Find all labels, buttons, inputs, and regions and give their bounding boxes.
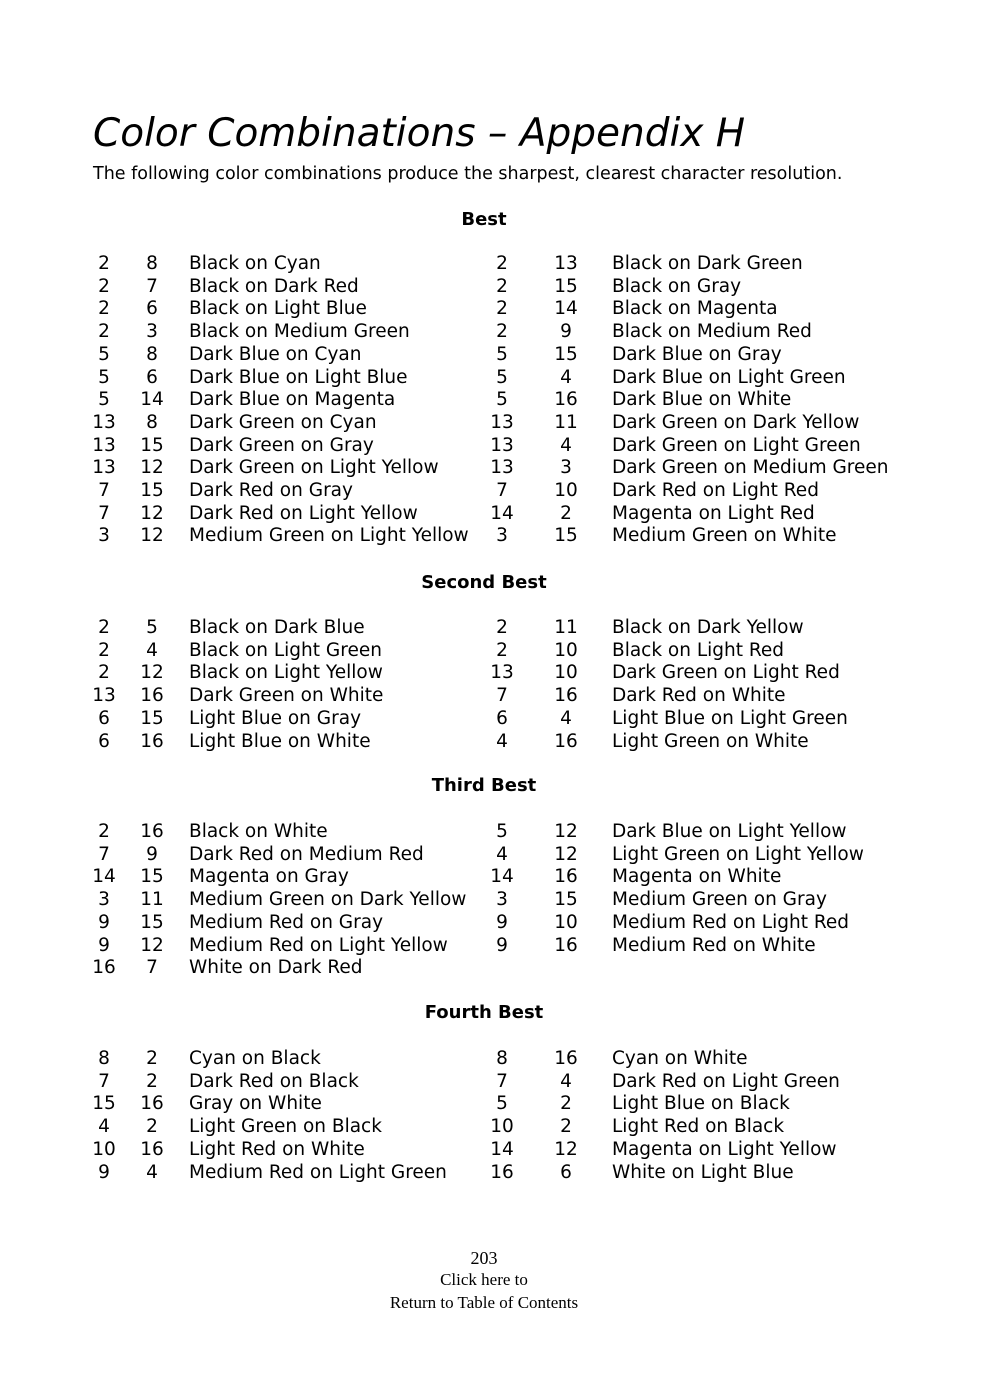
combination-name: Magenta on Gray: [189, 866, 349, 888]
foreground-code: 7: [496, 685, 508, 707]
foreground-code: 2: [496, 253, 508, 274]
combination-name: Light Blue on Gray: [189, 707, 362, 729]
table-row: [0, 956, 984, 979]
background-code: 12: [140, 525, 164, 547]
foreground-code: 16: [92, 957, 116, 979]
foreground-code: 5: [98, 343, 110, 365]
table-row: [0, 911, 984, 934]
foreground-code: 14: [92, 866, 116, 888]
section-heading: Second Best: [421, 572, 547, 593]
foreground-code: 13: [490, 662, 514, 684]
table-row: [0, 616, 984, 639]
combination-name: White on Dark Red: [189, 957, 363, 979]
background-code: 8: [146, 343, 158, 365]
combination-name: Black on Light Yellow: [189, 662, 383, 684]
background-code: 12: [140, 502, 164, 524]
background-code: 16: [140, 685, 164, 707]
background-code: 11: [140, 889, 164, 911]
background-code: 6: [146, 298, 158, 320]
background-code: 3: [146, 321, 158, 343]
foreground-code: 8: [496, 1048, 508, 1069]
combination-name: Black on Light Blue: [189, 298, 367, 320]
combination-name: Dark Red on Light Yellow: [189, 502, 418, 524]
combination-name: Dark Green on Medium Green: [612, 457, 889, 479]
table-row: [0, 343, 984, 366]
background-code: 2: [146, 1048, 158, 1069]
background-code: 6: [146, 366, 158, 388]
foreground-code: 10: [92, 1138, 116, 1160]
foreground-code: 2: [496, 639, 508, 661]
table-row: [0, 684, 984, 707]
combination-name: Dark Blue on Gray: [612, 343, 782, 365]
background-code: 3: [560, 457, 572, 479]
background-code: 15: [140, 911, 164, 933]
page-number: 203: [470, 1248, 498, 1268]
background-code: 7: [146, 957, 158, 979]
background-code: 4: [560, 434, 572, 456]
foreground-code: 6: [98, 707, 110, 729]
foreground-code: 13: [490, 411, 514, 433]
section-heading: Third Best: [431, 775, 537, 796]
foreground-code: 2: [98, 275, 110, 297]
combination-name: Medium Green on Gray: [612, 889, 827, 911]
combination-name: Dark Green on Light Green: [612, 434, 861, 456]
combination-name: Medium Green on Dark Yellow: [189, 889, 467, 911]
foreground-code: 6: [496, 707, 508, 729]
combination-name: Light Green on Light Yellow: [612, 843, 864, 865]
table-row: [0, 820, 984, 843]
foreground-code: 9: [98, 934, 110, 956]
table-row: [0, 456, 984, 479]
foreground-code: 2: [98, 821, 110, 842]
background-code: 16: [554, 934, 578, 956]
foreground-code: 7: [98, 502, 110, 524]
combination-name: Dark Red on White: [612, 685, 786, 707]
foreground-code: 3: [496, 525, 508, 547]
foreground-code: 5: [496, 343, 508, 365]
foreground-code: 5: [496, 389, 508, 411]
table-row: [0, 1092, 984, 1115]
foreground-code: 2: [496, 321, 508, 343]
foreground-code: 9: [496, 911, 508, 933]
foreground-code: 2: [496, 617, 508, 638]
foreground-code: 2: [496, 275, 508, 297]
table-row: [0, 297, 984, 320]
combination-name: Dark Green on White: [189, 685, 384, 707]
foreground-code: 2: [496, 298, 508, 320]
table-row: [0, 934, 984, 957]
background-code: 4: [560, 707, 572, 729]
foreground-code: 9: [496, 934, 508, 956]
combination-name: Black on Dark Green: [612, 253, 803, 274]
foreground-code: 5: [496, 1093, 508, 1115]
foreground-code: 7: [496, 1070, 508, 1092]
background-code: 15: [554, 275, 578, 297]
background-code: 12: [140, 934, 164, 956]
foreground-code: 13: [92, 685, 116, 707]
background-code: 2: [560, 1093, 572, 1115]
background-code: 16: [140, 1138, 164, 1160]
table-row: [0, 320, 984, 343]
foreground-code: 14: [490, 1138, 514, 1160]
foreground-code: 3: [496, 889, 508, 911]
combination-name: Dark Green on Light Yellow: [189, 457, 439, 479]
combination-name: Dark Blue on Light Blue: [189, 366, 408, 388]
combination-name: Dark Red on Gray: [189, 480, 353, 501]
background-code: 4: [146, 1161, 158, 1183]
foreground-code: 7: [98, 1070, 110, 1092]
combination-name: Medium Red on Light Yellow: [189, 934, 448, 956]
combination-name: Dark Red on Medium Red: [189, 843, 424, 865]
table-row: [0, 843, 984, 866]
combination-name: Gray on White: [189, 1093, 322, 1115]
background-code: 13: [554, 253, 578, 274]
foreground-code: 13: [92, 457, 116, 479]
foreground-code: 14: [490, 866, 514, 888]
combination-name: Light Blue on Light Green: [612, 707, 848, 729]
table-row: [0, 1070, 984, 1093]
section-heading: Fourth Best: [424, 1002, 544, 1023]
table-row: [0, 479, 984, 502]
table-row: [0, 1047, 984, 1070]
combination-name: Black on Medium Green: [189, 321, 410, 343]
foreground-code: 2: [98, 321, 110, 343]
background-code: 4: [146, 639, 158, 661]
table-row: [0, 707, 984, 730]
foreground-code: 13: [490, 434, 514, 456]
table-row: [0, 388, 984, 411]
combination-name: Light Red on Black: [612, 1116, 785, 1138]
combination-name: Black on Dark Blue: [189, 617, 365, 638]
foreground-code: 4: [496, 730, 508, 752]
foreground-code: 7: [98, 480, 110, 501]
combination-name: Medium Red on White: [612, 934, 816, 956]
foreground-code: 2: [98, 298, 110, 320]
combination-name: Dark Red on Light Green: [612, 1070, 840, 1092]
combination-name: Light Blue on Black: [612, 1093, 790, 1115]
combination-name: Cyan on White: [612, 1048, 748, 1069]
combination-name: Magenta on Light Yellow: [612, 1138, 837, 1160]
table-row: [0, 865, 984, 888]
combination-name: Black on Medium Red: [612, 321, 812, 343]
combination-name: Light Red on White: [189, 1138, 365, 1160]
background-code: 12: [554, 1138, 578, 1160]
table-row: [0, 275, 984, 298]
foreground-code: 2: [98, 617, 110, 638]
table-row: [0, 411, 984, 434]
foreground-code: 3: [98, 525, 110, 547]
background-code: 8: [146, 253, 158, 274]
background-code: 15: [140, 707, 164, 729]
background-code: 9: [560, 321, 572, 343]
background-code: 16: [554, 1048, 578, 1069]
background-code: 6: [560, 1161, 572, 1183]
background-code: 2: [560, 1116, 572, 1138]
table-row: [0, 730, 984, 753]
background-code: 5: [146, 617, 158, 638]
foreground-code: 3: [98, 889, 110, 911]
foreground-code: 9: [98, 911, 110, 933]
combination-name: Medium Red on Light Green: [189, 1161, 447, 1183]
background-code: 15: [554, 889, 578, 911]
background-code: 14: [140, 389, 164, 411]
foreground-code: 5: [496, 366, 508, 388]
combination-name: White on Light Blue: [612, 1161, 794, 1183]
table-row: [0, 639, 984, 662]
background-code: 12: [554, 821, 578, 842]
combination-name: Dark Green on Gray: [189, 434, 374, 456]
table-row: [0, 366, 984, 389]
foreground-code: 16: [490, 1161, 514, 1183]
foreground-code: 5: [98, 389, 110, 411]
background-code: 11: [554, 617, 578, 638]
foreground-code: 13: [92, 411, 116, 433]
background-code: 16: [554, 730, 578, 752]
background-code: 10: [554, 480, 578, 501]
background-code: 4: [560, 366, 572, 388]
table-row: [0, 1138, 984, 1161]
foreground-code: 10: [490, 1116, 514, 1138]
foreground-code: 2: [98, 253, 110, 274]
background-code: 15: [140, 866, 164, 888]
background-code: 9: [146, 843, 158, 865]
combination-name: Medium Red on Light Red: [612, 911, 850, 933]
foreground-code: 7: [98, 843, 110, 865]
background-code: 16: [554, 389, 578, 411]
background-code: 15: [140, 480, 164, 501]
background-code: 12: [140, 457, 164, 479]
combination-name: Black on Magenta: [612, 298, 778, 320]
foreground-code: 5: [98, 366, 110, 388]
page-title: Color Combinations – Appendix H: [93, 111, 746, 156]
table-row: [0, 524, 984, 547]
background-code: 16: [140, 1093, 164, 1115]
foreground-code: 9: [98, 1161, 110, 1183]
combination-name: Dark Blue on Magenta: [189, 389, 396, 411]
foreground-code: 4: [496, 843, 508, 865]
combination-name: Medium Red on Gray: [189, 911, 384, 933]
combination-name: Black on White: [189, 821, 328, 842]
combination-name: Black on Light Green: [189, 639, 382, 661]
background-code: 10: [554, 639, 578, 661]
table-row: [0, 888, 984, 911]
foreground-code: 2: [98, 662, 110, 684]
combination-name: Light Blue on White: [189, 730, 371, 752]
table-row: [0, 434, 984, 457]
table-row: [0, 661, 984, 684]
background-code: 10: [554, 662, 578, 684]
background-code: 15: [140, 434, 164, 456]
table-row: [0, 252, 984, 275]
table-row: [0, 502, 984, 525]
foreground-code: 13: [92, 434, 116, 456]
table-row: [0, 1115, 984, 1138]
foreground-code: 7: [496, 480, 508, 501]
background-code: 15: [554, 525, 578, 547]
combination-name: Dark Green on Cyan: [189, 411, 377, 433]
combination-name: Dark Green on Light Red: [612, 662, 840, 684]
combination-name: Black on Light Red: [612, 639, 785, 661]
foreground-code: 15: [92, 1093, 116, 1115]
background-code: 7: [146, 275, 158, 297]
combination-name: Dark Blue on Cyan: [189, 343, 362, 365]
table-row: [0, 1161, 984, 1184]
background-code: 8: [146, 411, 158, 433]
background-code: 11: [554, 411, 578, 433]
background-code: 16: [140, 821, 164, 842]
combination-name: Dark Blue on White: [612, 389, 792, 411]
combination-name: Magenta on White: [612, 866, 782, 888]
combination-name: Dark Blue on Light Green: [612, 366, 846, 388]
foreground-code: 5: [496, 821, 508, 842]
combination-name: Magenta on Light Red: [612, 502, 815, 524]
background-code: 12: [140, 662, 164, 684]
background-code: 12: [554, 843, 578, 865]
foreground-code: 13: [490, 457, 514, 479]
background-code: 16: [554, 685, 578, 707]
background-code: 16: [554, 866, 578, 888]
foreground-code: 4: [98, 1116, 110, 1138]
combination-name: Dark Blue on Light Yellow: [612, 821, 847, 842]
toc-link-line-1[interactable]: Click here to: [440, 1270, 528, 1289]
foreground-code: 8: [98, 1048, 110, 1069]
background-code: 10: [554, 911, 578, 933]
combination-name: Black on Gray: [612, 275, 742, 297]
foreground-code: 6: [98, 730, 110, 752]
background-code: 14: [554, 298, 578, 320]
combination-name: Black on Cyan: [189, 253, 321, 274]
combination-name: Light Green on Black: [189, 1116, 382, 1138]
combination-name: Medium Green on Light Yellow: [189, 525, 469, 547]
combination-name: Dark Red on Black: [189, 1070, 359, 1092]
foreground-code: 14: [490, 502, 514, 524]
combination-name: Cyan on Black: [189, 1048, 321, 1069]
background-code: 16: [140, 730, 164, 752]
background-code: 4: [560, 1070, 572, 1092]
foreground-code: 2: [98, 639, 110, 661]
toc-link-line-2[interactable]: Return to Table of Contents: [389, 1293, 579, 1312]
background-code: 2: [146, 1070, 158, 1092]
background-code: 2: [146, 1116, 158, 1138]
intro-text: The following color combinations produce the sharpest, clearest character resolution.: [93, 164, 843, 184]
combination-name: Black on Dark Red: [189, 275, 359, 297]
combination-name: Light Green on White: [612, 730, 809, 752]
combination-name: Black on Dark Yellow: [612, 617, 804, 638]
background-code: 2: [560, 502, 572, 524]
background-code: 15: [554, 343, 578, 365]
combination-name: Dark Green on Dark Yellow: [612, 411, 860, 433]
section-heading: Best: [461, 209, 507, 230]
combination-name: Dark Red on Light Red: [612, 480, 819, 501]
combination-name: Medium Green on White: [612, 525, 837, 547]
